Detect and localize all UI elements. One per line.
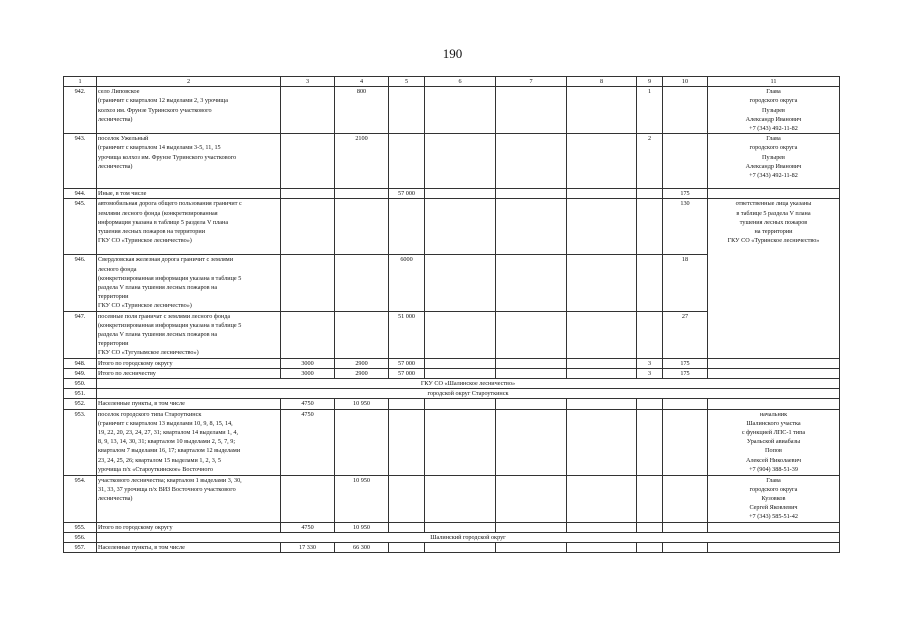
- table-row: [64, 368, 840, 378]
- row-description: автомобильная дорога общего пользования граничит с землями лесного фонда (конкретизированная информация указана в таблице 5 раздела V плана тушения лесных пожаров на территории ГКУ СО «Туринское лесничество»): [97, 199, 281, 255]
- table-row: [64, 522, 840, 532]
- cell-value: 66 300: [335, 543, 389, 553]
- row-number: 946.: [64, 255, 97, 311]
- header-cell: 1: [64, 77, 97, 87]
- cell-value: 10 950: [335, 475, 389, 522]
- cell-value: 4750: [281, 409, 335, 475]
- cell-value: 3000: [281, 358, 335, 368]
- header-cell: 9: [637, 77, 663, 87]
- cell-value: 175: [663, 189, 708, 199]
- cell-value: 175: [663, 358, 708, 368]
- cell-value: 3: [637, 358, 663, 368]
- table-row: [64, 475, 840, 522]
- table-row: [64, 543, 840, 553]
- table-row: [64, 409, 840, 475]
- header-cell: 7: [496, 77, 567, 87]
- header-row: [64, 77, 840, 87]
- row-number: 951.: [64, 389, 97, 399]
- row-description: поселок Ужельный (граничит с кварталом 14 выделами 3-5, 11, 15 урочища колхоз им. Фрунзе Туринского участкового лесничества): [97, 134, 281, 189]
- responsible-contact: ответственные лица указаны в таблице 5 раздела V плана тушения лесных пожаров на территории ГКУ СО «Туринское лесничество»: [708, 199, 840, 358]
- row-description: Итого по городскому округу: [97, 522, 281, 532]
- responsible-contact: начальник Шалинского участка с функцией ЛПС-1 типа Уральской авиабазы Попов Алексей Николаевич +7 (904) 388-51-39: [708, 409, 840, 475]
- section-title: городской округ Староуткинск: [97, 389, 840, 399]
- section-row: [64, 532, 840, 542]
- cell-value: 4750: [281, 522, 335, 532]
- row-description: Итого по городскому округу: [97, 358, 281, 368]
- table-row: [64, 199, 840, 255]
- header-cell: 3: [281, 77, 335, 87]
- row-description: Населенные пункты, в том числе: [97, 399, 281, 409]
- row-number: 954.: [64, 475, 97, 522]
- cell-value: 2: [637, 134, 663, 189]
- cell-value: 1: [637, 87, 663, 134]
- row-number: 948.: [64, 358, 97, 368]
- row-number: 945.: [64, 199, 97, 255]
- header-cell: 8: [567, 77, 637, 87]
- row-number: 957.: [64, 543, 97, 553]
- row-description: посевные поля граничат с землями лесного фонда (конкретизированная информация указана в таблице 5 раздела V плана тушения лесных пожаров на территории ГКУ СО «Тугулымское лесничество»): [97, 311, 281, 358]
- row-number: 953.: [64, 409, 97, 475]
- fire-plan-table: [63, 76, 840, 553]
- cell-value: 175: [663, 368, 708, 378]
- cell-value: 10 950: [335, 399, 389, 409]
- row-description: Населенные пункты, в том числе: [97, 543, 281, 553]
- responsible-contact: Глава городского округа Кузовков Сергей Яковлевич +7 (343) 585-51-42: [708, 475, 840, 522]
- table-row: [64, 399, 840, 409]
- cell-value: 2900: [335, 358, 389, 368]
- section-row: [64, 389, 840, 399]
- cell-value: 17 330: [281, 543, 335, 553]
- table-row: [64, 358, 840, 368]
- row-number: 955.: [64, 522, 97, 532]
- row-number: 950.: [64, 379, 97, 389]
- cell-value: 3: [637, 368, 663, 378]
- row-description: поселок городского типа Староуткинск (граничит с кварталом 13 выделами 10, 9, 8, 15, 14, 19, 22, 20, 23, 24, 27, 31; кварталом 14 выделами 1, 4, 8, 9, 13, 14, 30, 31; кварталом 10 выделами 2, 5, 7, 9; кварталом 7 выделами 16, 17; кварталом 12 выделами 23, 24, 25, 26; кварталом 15 выделами 1, 2, 3, 5 урочища п/х «Староуткинское» Восточного: [97, 409, 281, 475]
- header-cell: 10: [663, 77, 708, 87]
- header-cell: 11: [708, 77, 840, 87]
- cell-value: 27: [663, 311, 708, 358]
- cell-value: 10 950: [335, 522, 389, 532]
- row-number: 947.: [64, 311, 97, 358]
- header-cell: 5: [389, 77, 425, 87]
- cell-value: 800: [335, 87, 389, 134]
- row-number: 952.: [64, 399, 97, 409]
- section-title: ГКУ СО «Шалинское лесничество»: [97, 379, 840, 389]
- row-number: 956.: [64, 532, 97, 542]
- row-number: 949.: [64, 368, 97, 378]
- row-description: Итого по лесничеству: [97, 368, 281, 378]
- section-row: [64, 379, 840, 389]
- row-description: Свердловская железная дорога граничит с землями лесного фонда (конкретизированная информация указана в таблице 5 раздела V плана тушения лесных пожаров на территории ГКУ СО «Туринское лесничество»): [97, 255, 281, 311]
- row-number: 942.: [64, 87, 97, 134]
- page-number: 190: [442, 46, 463, 61]
- row-number: 944.: [64, 189, 97, 199]
- cell-value: 2900: [335, 368, 389, 378]
- cell-value: 2100: [335, 134, 389, 189]
- responsible-contact: Глава городского округа Пузырев Александр Иванович +7 (343) 492-11-82: [708, 87, 840, 134]
- row-description: село Липовское (граничит с кварталом 12 выделами 2, 3 урочища колхоз им. Фрунзе Туринского участкового лесничества): [97, 87, 281, 134]
- row-description: Иные, в том числе: [97, 189, 281, 199]
- cell-value: 6000: [389, 255, 425, 311]
- table-row: [64, 189, 840, 199]
- header-cell: 4: [335, 77, 389, 87]
- cell-value: 3000: [281, 368, 335, 378]
- row-number: 943.: [64, 134, 97, 189]
- cell-value: 18: [663, 255, 708, 311]
- section-title: Шалинский городской округ: [97, 532, 840, 542]
- cell-value: 130: [663, 199, 708, 255]
- row-description: участкового лесничества; кварталом 1 выделами 3, 30, 31, 33, 37 урочища п/х ВИЗ Восточного участкового лесничества): [97, 475, 281, 522]
- cell-value: 57 000: [389, 189, 425, 199]
- cell-value: 51 000: [389, 311, 425, 358]
- header-cell: 6: [425, 77, 496, 87]
- cell-value: 4750: [281, 399, 335, 409]
- responsible-contact: Глава городского округа Пузырев Александр Иванович +7 (343) 492-11-82: [708, 134, 840, 189]
- table-row: [64, 87, 840, 134]
- cell-value: 57 000: [389, 368, 425, 378]
- table-row: [64, 134, 840, 189]
- cell-value: 57 000: [389, 358, 425, 368]
- header-cell: 2: [97, 77, 281, 87]
